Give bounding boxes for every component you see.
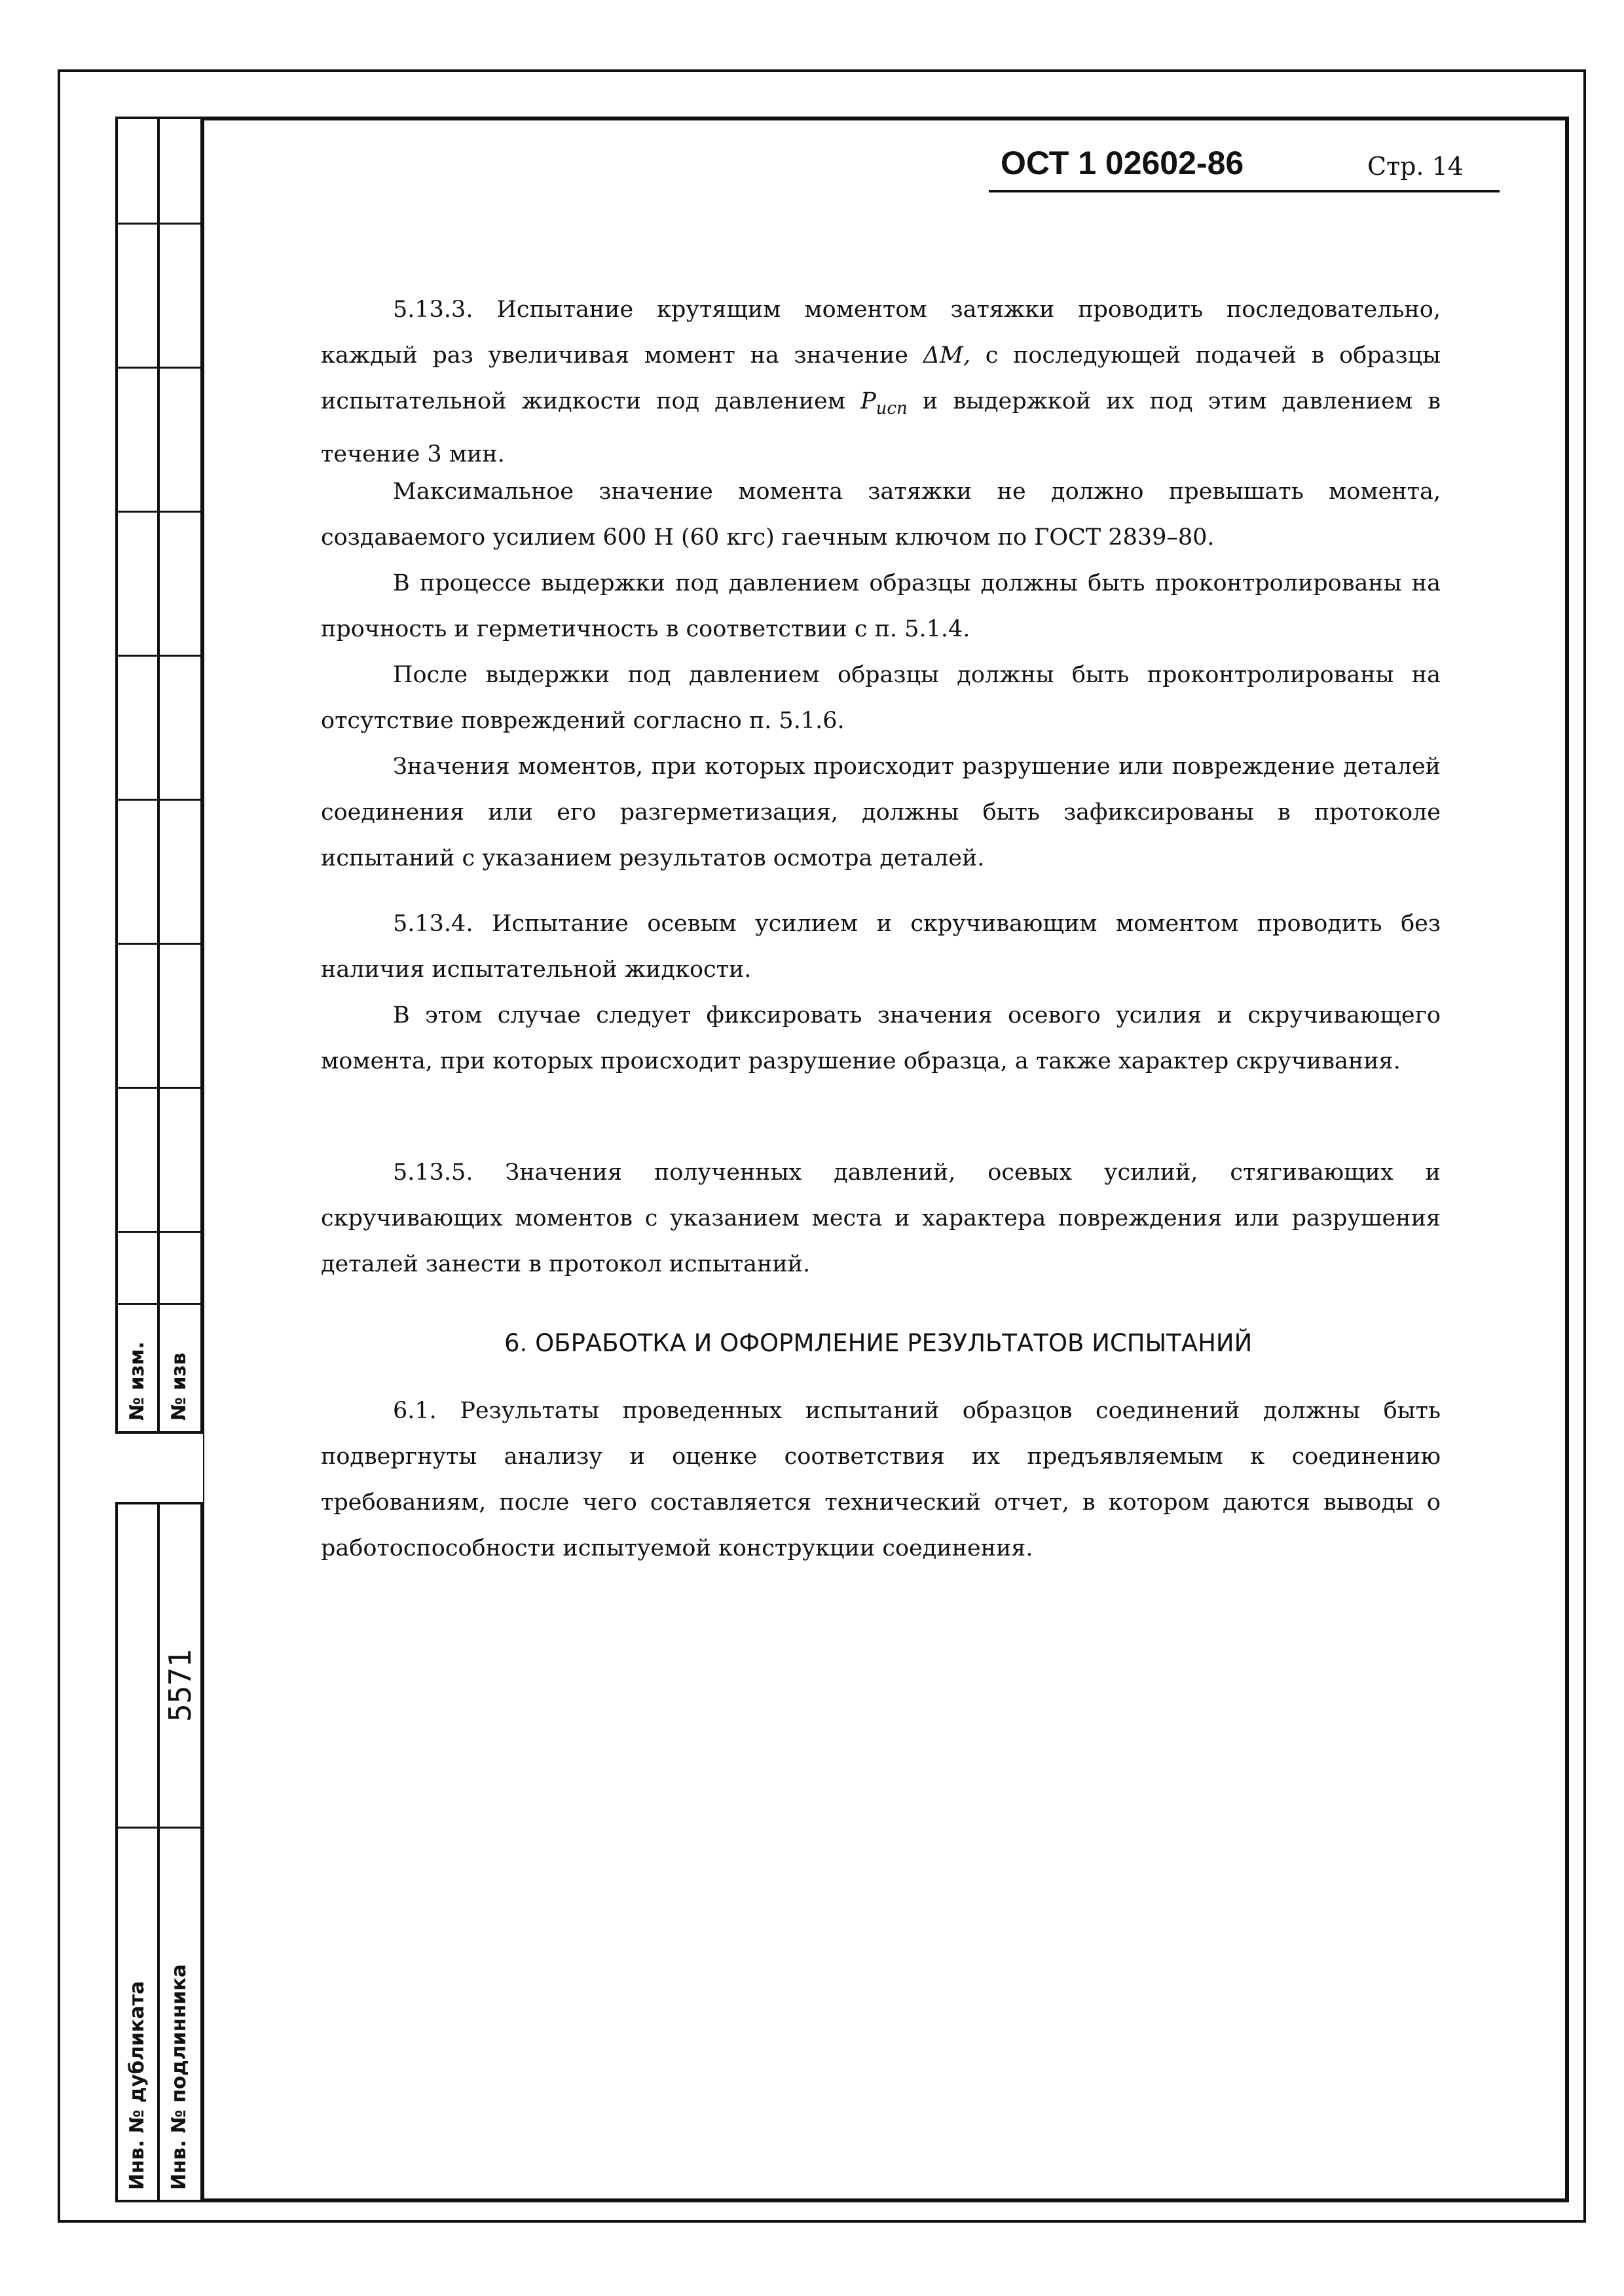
inv-dup-label: Инв. № дубликата	[126, 1980, 149, 2190]
page-label: Стр. 14	[1367, 152, 1464, 181]
paragraph-torque-values: Значения моментов, при которых происходит разрушение или повреждение деталей соединения или его разгерметизация, должны быть зафиксированы в протоколе испытаний с указанием результатов осмотра деталей.	[321, 754, 1441, 871]
izv-label: № изв	[168, 1353, 191, 1421]
section-title: 6. ОБРАБОТКА И ОФОРМЛЕНИЕ РЕЗУЛЬТАТОВ ИСПЫТАНИЙ	[504, 1329, 1253, 1357]
stamp-gap	[113, 1431, 203, 1502]
stamp-row-line	[115, 1827, 203, 1829]
document-code: ОСТ 1 02602-86	[1001, 145, 1244, 181]
stamp-gap-bottom-line	[115, 1502, 203, 1504]
stamp-row-line	[115, 655, 203, 657]
inv-orig-number: 5571	[162, 1649, 198, 1722]
paragraph-5-13-4: 5.13.4. Испытание осевым усилием и скручивающим моментом проводить без наличия испытательной жидкости.	[321, 911, 1441, 983]
stamp-row-line	[115, 511, 203, 513]
header-underline	[989, 190, 1500, 192]
stamp-row-line	[115, 1087, 203, 1089]
stamp-row-line	[115, 1231, 203, 1233]
stamp-row-line	[115, 1303, 203, 1305]
paragraph-5-13-5: 5.13.5. Значения полученных давлений, осевых усилий, стягивающих и скручивающих моментов с указанием места и характера повреждения или разрушения деталей занести в протокол испытаний.	[321, 1159, 1441, 1277]
stamp-row-line	[115, 799, 203, 801]
paragraph-6-1: 6.1. Результаты проведенных испытаний образцов соединений должны быть подвергнуты анализу и оценке соответствия их предъявляемым к соединению требованиям, после чего составляется технический отчет, в котором даются выводы о работоспособности испытуемой конструкции соединения.	[321, 1398, 1441, 1561]
paragraph-hold-control: В процессе выдержки под давлением образцы должны быть проконтролированы на прочность и герметичность в соответствии с п. 5.1.4.	[321, 570, 1441, 642]
paragraph-fix-values: В этом случае следует фиксировать значения осевого усилия и скручивающего момента, при которых происходит разрушение образца, а также характер скручивания.	[321, 1002, 1441, 1074]
stamp-column-divider	[157, 117, 160, 2202]
delta-m-symbol: ΔM,	[923, 342, 970, 369]
p-test-symbol: $P_{исп}$	[860, 388, 908, 418]
stamp-row-line	[115, 367, 203, 369]
inv-orig-label: Инв. № подлинника	[168, 1964, 191, 2190]
izm-label: № изм.	[126, 1341, 149, 1421]
stamp-row-line	[115, 943, 203, 945]
paragraph-after-hold: После выдержки под давлением образцы должны быть проконтролированы на отсутствие повреждений согласно п. 5.1.6.	[321, 662, 1441, 734]
paragraph-max-torque: Максимальное значение момента затяжки не должно превышать момента, создаваемого усилием 600 Н (60 кгс) гаечным ключом по ГОСТ 2839–80.	[321, 479, 1441, 551]
stamp-gap-top-line	[115, 1431, 203, 1434]
paragraph-5-13-3: 5.13.3. Испытание крутящим моментом затяжки проводить последовательно, каждый раз увеличивая момент на значение ΔM, с последующей подачей в образцы испытательной жидкости под давлением $P_{исп}$ и выдержкой их под этим давлением в течение 3 мин.	[321, 297, 1441, 467]
stamp-row-line	[115, 223, 203, 225]
